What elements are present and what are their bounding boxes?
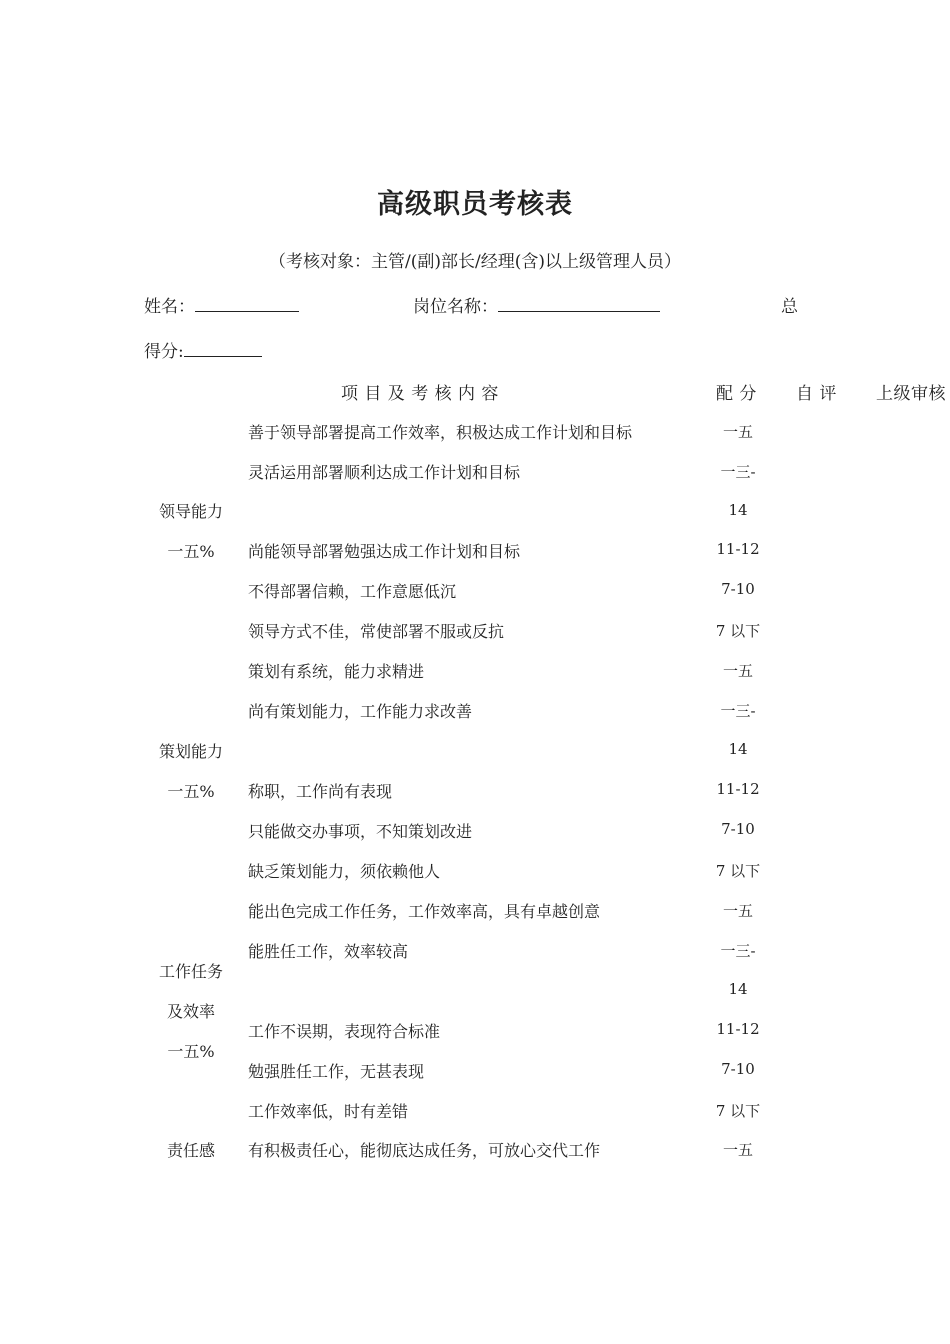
page-title: 高级职员考核表 bbox=[377, 189, 573, 220]
item-score: 一三- bbox=[720, 463, 756, 481]
item-score: 11-12 bbox=[716, 780, 760, 798]
item-score: 一五 bbox=[722, 1141, 753, 1159]
page-subtitle: （考核对象：主管/(副)部长/经理(含)以上级管理人员） bbox=[269, 252, 681, 272]
item-score: 一三- bbox=[720, 702, 756, 720]
name-label: 姓名： bbox=[144, 297, 195, 317]
item-score: 11-12 bbox=[716, 1020, 760, 1038]
item-text: 能出色完成工作任务，工作效率高，具有卓越创意 bbox=[248, 902, 601, 921]
item-text: 策划有系统，能力求精进 bbox=[248, 662, 425, 681]
item-score: 一三- bbox=[720, 942, 756, 960]
item-score: 7-10 bbox=[721, 580, 755, 598]
item-text: 灵活运用部署顺利达成工作计划和目标 bbox=[248, 463, 521, 482]
position-label: 岗位名称： bbox=[413, 297, 498, 317]
item-text: 善于领导部署提高工作效率，积极达成工作计划和目标 bbox=[248, 423, 633, 442]
item-score: 一五 bbox=[722, 902, 753, 920]
item-text: 领导方式不佳，常使部署不服或反抗 bbox=[248, 622, 505, 641]
position-field bbox=[413, 292, 660, 317]
item-score: 一五 bbox=[722, 423, 753, 441]
category-efficiency-weight: 一五% bbox=[167, 1042, 215, 1061]
category-efficiency-line1: 工作任务 bbox=[158, 962, 223, 981]
header-points: 配 分 bbox=[716, 384, 757, 404]
header-superior: 上级审核 bbox=[876, 384, 946, 404]
item-text: 不得部署信赖，工作意愿低沉 bbox=[248, 582, 457, 601]
item-score: 14 bbox=[728, 740, 748, 758]
item-text: 勉强胜任工作，无甚表现 bbox=[248, 1062, 425, 1081]
item-score: 7 以下 bbox=[715, 622, 761, 640]
total-label: 总 bbox=[781, 297, 798, 317]
item-score: 7 以下 bbox=[715, 1102, 761, 1120]
item-score: 7 以下 bbox=[715, 862, 761, 880]
score-field bbox=[144, 337, 262, 362]
item-score: 7-10 bbox=[721, 1060, 755, 1078]
item-score: 11-12 bbox=[716, 540, 760, 558]
item-text: 工作不误期，表现符合标准 bbox=[248, 1022, 441, 1041]
category-planning-weight: 一五% bbox=[167, 782, 215, 801]
item-text: 尚有策划能力，工作能力求改善 bbox=[248, 702, 473, 721]
category-responsibility: 责任感 bbox=[166, 1141, 215, 1160]
position-blank[interactable] bbox=[498, 293, 660, 312]
item-score: 14 bbox=[728, 501, 748, 519]
score-label: 得分: bbox=[144, 342, 184, 362]
header-items: 项 目 及 考 核 内 容 bbox=[341, 384, 499, 404]
item-text: 缺乏策划能力，须依赖他人 bbox=[248, 862, 441, 881]
category-leadership: 领导能力 bbox=[158, 502, 223, 521]
item-text: 尚能领导部署勉强达成工作计划和目标 bbox=[248, 542, 521, 561]
item-text: 只能做交办事项，不知策划改进 bbox=[248, 822, 473, 841]
header-self: 自 评 bbox=[796, 384, 837, 404]
item-text: 有积极责任心，能彻底达成任务，可放心交代工作 bbox=[248, 1141, 601, 1160]
name-blank[interactable] bbox=[195, 293, 299, 312]
item-score: 7-10 bbox=[721, 820, 755, 838]
category-leadership-weight: 一五% bbox=[167, 542, 215, 561]
item-text: 工作效率低，时有差错 bbox=[248, 1102, 409, 1121]
category-planning: 策划能力 bbox=[158, 742, 223, 761]
item-text: 称职，工作尚有表现 bbox=[248, 782, 393, 801]
item-score: 14 bbox=[728, 980, 748, 998]
item-score: 一五 bbox=[722, 662, 753, 680]
category-efficiency-line2: 及效率 bbox=[166, 1002, 215, 1021]
item-text: 能胜任工作，效率较高 bbox=[248, 942, 409, 961]
score-blank[interactable] bbox=[184, 338, 262, 357]
name-field bbox=[144, 292, 299, 317]
